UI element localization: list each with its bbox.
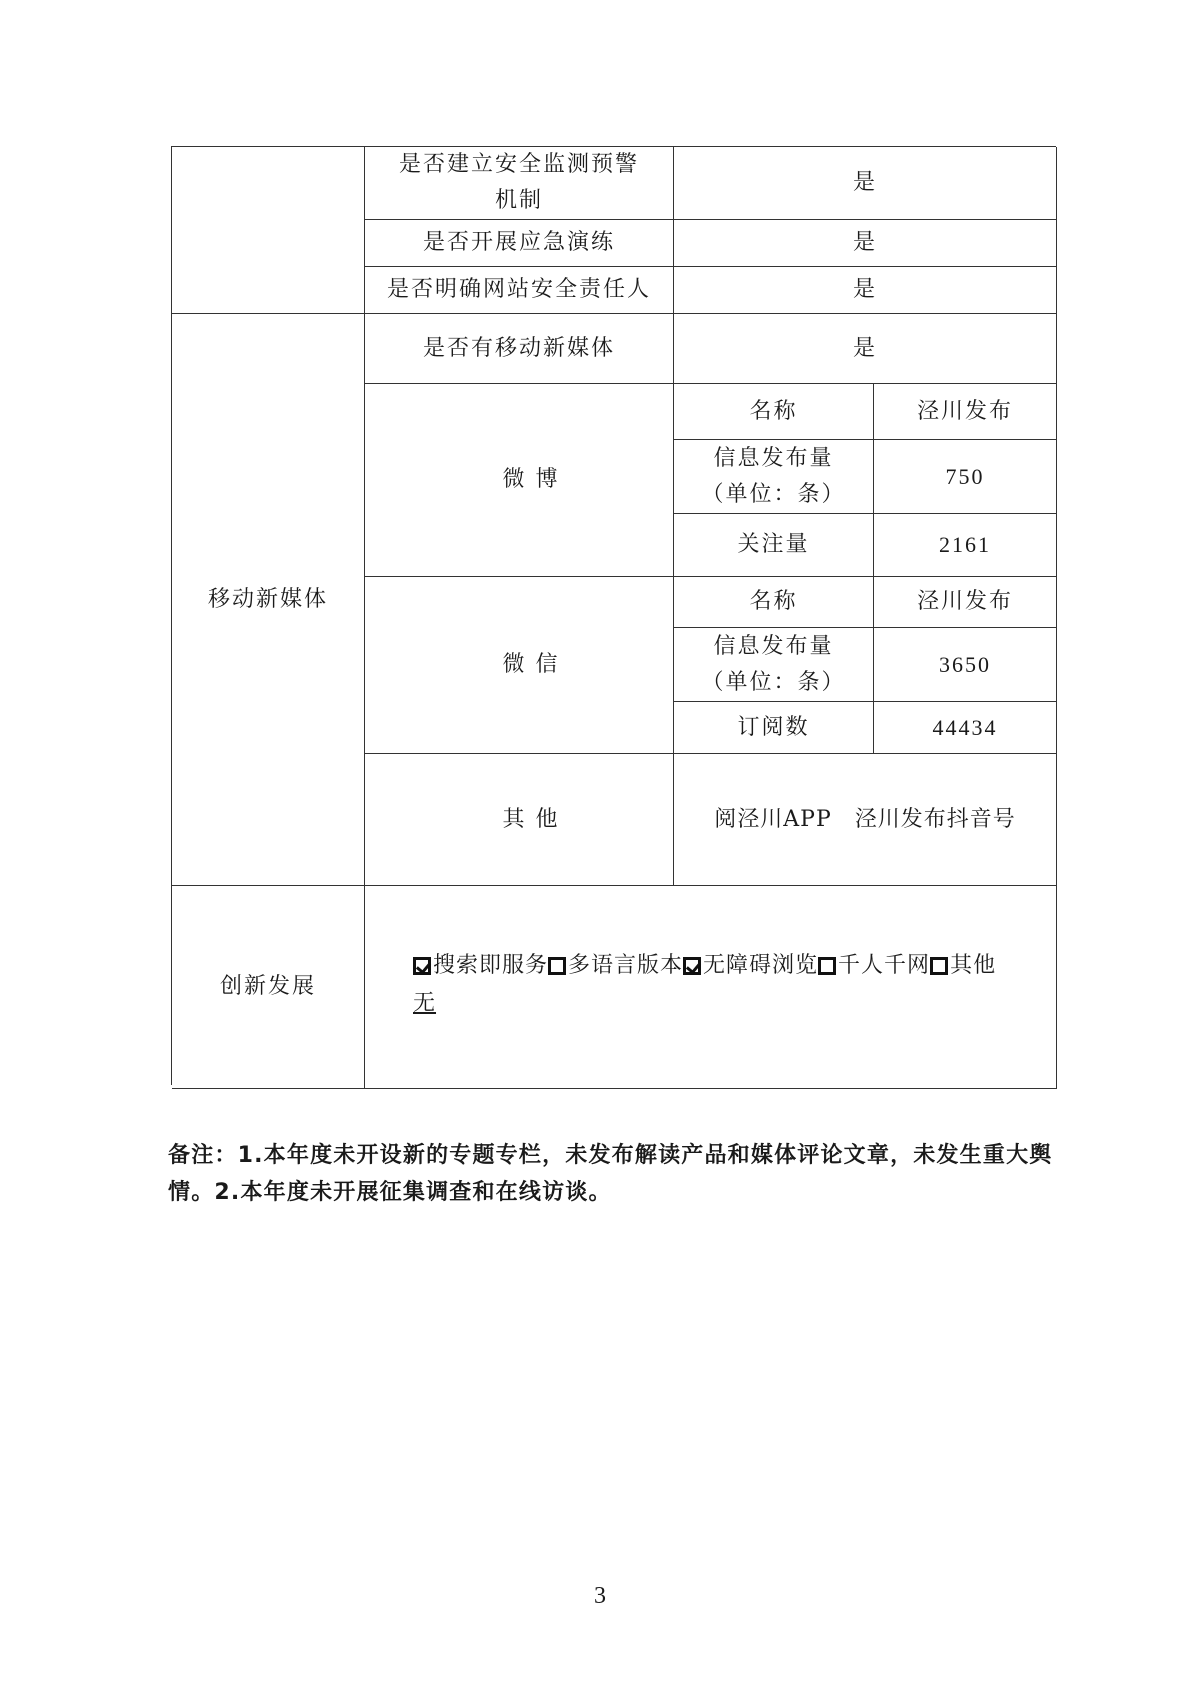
- new-media-section-label: 移动新媒体: [172, 314, 365, 886]
- wechat-name-value: 泾川发布: [874, 577, 1057, 628]
- innovation-cell: [365, 886, 1057, 1089]
- drill-label: 是否开展应急演练: [365, 220, 674, 267]
- option-label-accessibility: 无障碍浏览: [703, 953, 819, 978]
- option-checkbox-multilingual[interactable]: [548, 957, 566, 975]
- wechat-label: 微 信: [365, 577, 674, 754]
- responsible-value: 是: [674, 267, 1057, 314]
- other-media-value: 阅泾川APP 泾川发布抖音号: [674, 754, 1057, 886]
- option-checkbox-search-service[interactable]: [413, 957, 431, 975]
- weibo-followers-value: 2161: [874, 514, 1057, 577]
- has-new-media-value: 是: [674, 314, 1057, 384]
- footnote: 备注：1.本年度未开设新的专题专栏，未发布解读产品和媒体评论文章，未发生重大舆情。2.本年度未开展征集调查和在线访谈。: [168, 1143, 1053, 1205]
- wechat-subscribers-label: 订阅数: [674, 702, 874, 754]
- option-label-multilingual: 多语言版本: [568, 953, 684, 978]
- wechat-posts-label: 信息发布量（单位：条）: [674, 628, 874, 702]
- has-new-media-label: 是否有移动新媒体: [365, 314, 674, 384]
- weibo-posts-value: 750: [874, 440, 1057, 514]
- drill-value: 是: [674, 220, 1057, 267]
- innovation-other-value: 无: [413, 991, 437, 1016]
- monitoring-value: 是: [674, 147, 1057, 220]
- other-media-label: 其 他: [365, 754, 674, 886]
- page-number: 3: [594, 1583, 606, 1609]
- monitoring-label: 是否建立安全监测预警机制: [365, 147, 674, 220]
- weibo-posts-label: 信息发布量（单位：条）: [674, 440, 874, 514]
- option-label-search-service: 搜索即服务: [433, 953, 549, 978]
- option-checkbox-other[interactable]: [930, 957, 948, 975]
- weibo-name-value: 泾川发布: [874, 384, 1057, 440]
- option-checkbox-accessibility[interactable]: [683, 957, 701, 975]
- responsible-label: 是否明确网站安全责任人: [365, 267, 674, 314]
- weibo-name-label: 名称: [674, 384, 874, 440]
- weibo-followers-label: 关注量: [674, 514, 874, 577]
- option-label-personalized: 千人千网: [838, 953, 931, 978]
- innovation-options: [413, 948, 996, 984]
- option-checkbox-personalized[interactable]: [818, 957, 836, 975]
- weibo-label: 微 博: [365, 384, 674, 577]
- option-label-other: 其他: [950, 953, 997, 978]
- innovation-section-label: 创新发展: [172, 886, 365, 1089]
- report-table: [171, 146, 1056, 1085]
- wechat-name-label: 名称: [674, 577, 874, 628]
- wechat-subscribers-value: 44434: [874, 702, 1057, 754]
- wechat-posts-value: 3650: [874, 628, 1057, 702]
- security-section-cell: [172, 147, 365, 314]
